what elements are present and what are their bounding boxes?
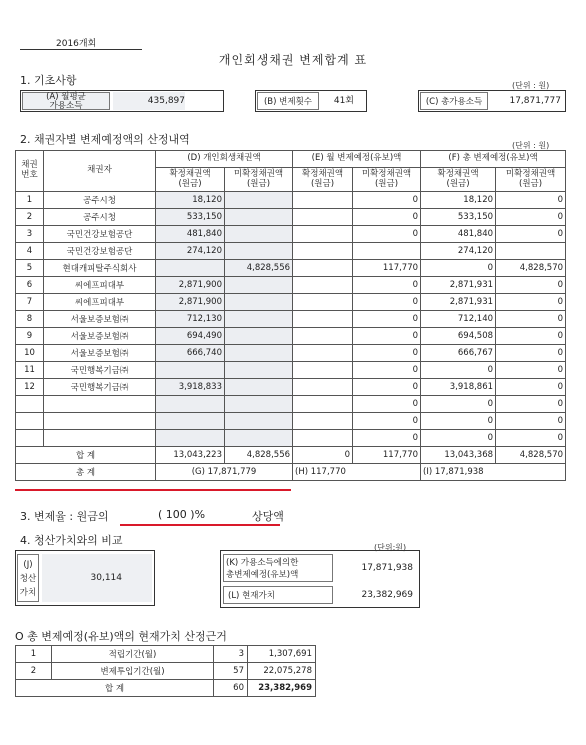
section1-title: 1. 기초사항 <box>20 74 77 87</box>
col-f2-header: 미확정채권액 (원금) <box>496 168 566 192</box>
cell-f1: 712,140 <box>421 311 496 328</box>
cell-d1 <box>156 413 225 430</box>
cell-e2: 0 <box>353 396 421 413</box>
cell-f2: 0 <box>496 345 566 362</box>
j-label-1: (J) <box>23 560 33 570</box>
cell-d2 <box>225 345 293 362</box>
section5-title: O 총 변제예정(유보)액의 현재가치 산정근거 <box>15 630 227 643</box>
cell-f1: 0 <box>421 396 496 413</box>
cell-e1 <box>293 362 353 379</box>
cell-d1: 694,490 <box>156 328 225 345</box>
cell-e1 <box>293 345 353 362</box>
calc-row <box>16 646 316 663</box>
col-e1-header: 확정채권액 (원금) <box>293 168 353 192</box>
cell-name: 공주시청 <box>44 192 156 209</box>
cell-f2 <box>496 243 566 260</box>
j-value: 30,114 <box>42 554 152 602</box>
cell-e1 <box>293 260 353 277</box>
section1-unit: (단위 : 원) <box>512 81 550 90</box>
col-d-header: (D) 개인회생채권액 <box>156 151 293 168</box>
cell-e1 <box>293 226 353 243</box>
cell-no: 5 <box>16 260 44 277</box>
cell-no <box>16 396 44 413</box>
cell-f1: 0 <box>421 413 496 430</box>
cell-e1 <box>293 311 353 328</box>
cell-e2: 0 <box>353 277 421 294</box>
cell-e1 <box>293 430 353 447</box>
cell-e2: 0 <box>353 192 421 209</box>
section4-title: 4. 청산가치와의 비교 <box>20 534 123 547</box>
l-label: (L) 현재가치 <box>223 586 333 604</box>
table-row <box>16 260 566 277</box>
cell-f2: 0 <box>496 396 566 413</box>
cell-no: 3 <box>16 226 44 243</box>
cell-no: 6 <box>16 277 44 294</box>
table-row <box>16 294 566 311</box>
cell-no <box>16 430 44 447</box>
c-label: (C) 총가용소득 <box>420 92 488 110</box>
cell-d1: 533,150 <box>156 209 225 226</box>
l-value: 23,382,969 <box>361 590 413 600</box>
cell-f1: 0 <box>421 260 496 277</box>
cell-name: 씨에프피대부 <box>44 277 156 294</box>
col-e-header: (E) 월 변제예정(유보)액 <box>293 151 421 168</box>
cell-d2 <box>225 362 293 379</box>
total-i: (I) 17,871,938 <box>421 464 566 481</box>
cell-f1: 0 <box>421 430 496 447</box>
c-value: 17,871,777 <box>509 96 561 106</box>
a-label-2: 가용소득 <box>49 101 83 111</box>
cell-f2: 4,828,570 <box>496 260 566 277</box>
cell-d2 <box>225 430 293 447</box>
a-label-1: (A) 월평균 <box>46 92 86 102</box>
sum-f1: 13,043,368 <box>421 447 496 464</box>
cell-f2: 0 <box>496 192 566 209</box>
table-row <box>16 277 566 294</box>
section4-unit: (단위:원) <box>374 543 407 552</box>
cell-name: 서울보증보험㈜ <box>44 345 156 362</box>
cell-f1: 666,767 <box>421 345 496 362</box>
cell-f2: 0 <box>496 209 566 226</box>
cell-name <box>44 430 156 447</box>
cell-f1: 18,120 <box>421 192 496 209</box>
k-label-2: 총변제예정(유보)액 <box>226 570 299 580</box>
cell-e2: 0 <box>353 413 421 430</box>
table-row <box>16 379 566 396</box>
calc-sum-row <box>16 680 316 697</box>
cell-f1: 2,871,931 <box>421 294 496 311</box>
cell-d1: 18,120 <box>156 192 225 209</box>
cell-d2 <box>225 243 293 260</box>
cell-name: 공주시청 <box>44 209 156 226</box>
j-label-2: 청산 <box>19 574 37 584</box>
cell-d1: 666,740 <box>156 345 225 362</box>
col-e2-header: 미확정채권액 (원금) <box>353 168 421 192</box>
col-f-header: (F) 총 변제예정(유보)액 <box>421 151 566 168</box>
cell-d1: 2,871,900 <box>156 294 225 311</box>
cell-d2 <box>225 328 293 345</box>
cell-e2 <box>353 243 421 260</box>
calc-cell-value: 1,307,691 <box>248 646 316 663</box>
cell-e1 <box>293 328 353 345</box>
cell-f1: 2,871,931 <box>421 277 496 294</box>
b-value: 41회 <box>333 96 354 106</box>
a-value: 435,897 <box>113 92 185 110</box>
cell-e1 <box>293 413 353 430</box>
c-income-box <box>418 90 566 112</box>
cell-d1 <box>156 396 225 413</box>
rate-underline <box>120 524 280 526</box>
sum-e2: 117,770 <box>353 447 421 464</box>
table-row <box>16 396 566 413</box>
calc-cell-no: 2 <box>16 663 52 680</box>
cell-d1: 481,840 <box>156 226 225 243</box>
calc-cell-no: 1 <box>16 646 52 663</box>
table-row <box>16 226 566 243</box>
calc-sum-value: 23,382,969 <box>248 680 316 697</box>
cell-e1 <box>293 294 353 311</box>
col-d1-header: 확정채권액 (원금) <box>156 168 225 192</box>
cell-e2: 117,770 <box>353 260 421 277</box>
cell-no: 9 <box>16 328 44 345</box>
cell-d2 <box>225 396 293 413</box>
cell-d2 <box>225 209 293 226</box>
total-row <box>16 464 566 481</box>
creditor-rows <box>16 192 566 447</box>
cell-e2: 0 <box>353 345 421 362</box>
table-row <box>16 192 566 209</box>
table-row <box>16 243 566 260</box>
cell-f2: 0 <box>496 226 566 243</box>
sum-d2: 4,828,556 <box>225 447 293 464</box>
cell-d1 <box>156 430 225 447</box>
cell-e2: 0 <box>353 311 421 328</box>
cell-f1: 0 <box>421 362 496 379</box>
cell-no: 4 <box>16 243 44 260</box>
sum-row <box>16 447 566 464</box>
document-title: 개인회생채권 변제합계 표 <box>218 53 368 67</box>
cell-d2 <box>225 277 293 294</box>
calc-cell-label: 적립기간(월) <box>52 646 214 663</box>
table-row <box>16 345 566 362</box>
cell-d2 <box>225 192 293 209</box>
sum-e1: 0 <box>293 447 353 464</box>
cell-name: 씨에프피대부 <box>44 294 156 311</box>
cell-f2: 0 <box>496 413 566 430</box>
col-creditor-header: 채권자 <box>44 151 156 192</box>
cell-d1: 2,871,900 <box>156 277 225 294</box>
document-year: 2016개회 <box>20 36 142 50</box>
calc-sum-count: 60 <box>214 680 248 697</box>
section2-unit: (단위 : 원) <box>512 141 550 150</box>
cell-name: 국민행복기금㈜ <box>44 362 156 379</box>
cell-e2: 0 <box>353 430 421 447</box>
cell-d2 <box>225 311 293 328</box>
cell-name <box>44 413 156 430</box>
col-d2-header: 미확정채권액 (원금) <box>225 168 293 192</box>
calc-cell-count: 57 <box>214 663 248 680</box>
cell-e1 <box>293 209 353 226</box>
cell-f2: 0 <box>496 294 566 311</box>
cell-f1: 481,840 <box>421 226 496 243</box>
k-value: 17,871,938 <box>361 563 413 573</box>
cell-d2 <box>225 413 293 430</box>
cell-name: 현대캐피탈주식회사 <box>44 260 156 277</box>
section3-title: 3. 변제율 : 원금의 <box>20 510 109 523</box>
cell-name: 서울보증보험㈜ <box>44 311 156 328</box>
cell-no: 2 <box>16 209 44 226</box>
j-label-3: 가치 <box>19 588 37 598</box>
cell-no <box>16 413 44 430</box>
cell-f1: 533,150 <box>421 209 496 226</box>
col-f1-header: 확정채권액 (원금) <box>421 168 496 192</box>
cell-no: 7 <box>16 294 44 311</box>
cell-f2: 0 <box>496 362 566 379</box>
cell-e1 <box>293 243 353 260</box>
cell-d2: 4,828,556 <box>225 260 293 277</box>
cell-d1: 3,918,833 <box>156 379 225 396</box>
cell-f2: 0 <box>496 379 566 396</box>
sum-f2: 4,828,570 <box>496 447 566 464</box>
total-underline <box>15 489 291 491</box>
j-liquidation-box <box>15 550 155 606</box>
cell-no: 1 <box>16 192 44 209</box>
sum-d1: 13,043,223 <box>156 447 225 464</box>
total-g: (G) 17,871,779 <box>156 464 293 481</box>
cell-e2: 0 <box>353 328 421 345</box>
table-row <box>16 328 566 345</box>
section2-title: 2. 채권자별 변제예정액의 산정내역 <box>20 133 190 146</box>
cell-f2: 0 <box>496 328 566 345</box>
cell-e1 <box>293 192 353 209</box>
total-label: 총 계 <box>16 464 156 481</box>
creditor-table <box>15 150 566 481</box>
cell-d1: 712,130 <box>156 311 225 328</box>
cell-f2: 0 <box>496 311 566 328</box>
cell-e2: 0 <box>353 362 421 379</box>
calc-sum-label: 합 계 <box>16 680 214 697</box>
rate-percent: ( 100 )% <box>158 508 206 521</box>
present-value-table <box>15 645 316 697</box>
cell-d2 <box>225 294 293 311</box>
calc-cell-count: 3 <box>214 646 248 663</box>
cell-e1 <box>293 396 353 413</box>
cell-name: 국민행복기금㈜ <box>44 379 156 396</box>
table-row <box>16 362 566 379</box>
b-count-box <box>255 90 367 112</box>
cell-no: 10 <box>16 345 44 362</box>
cell-d2 <box>225 226 293 243</box>
cell-name: 국민건강보험공단 <box>44 243 156 260</box>
table-row <box>16 430 566 447</box>
cell-name <box>44 396 156 413</box>
table-row <box>16 209 566 226</box>
cell-d1 <box>156 362 225 379</box>
total-h: (H) 117,770 <box>293 464 421 481</box>
cell-e2: 0 <box>353 379 421 396</box>
calc-row <box>16 663 316 680</box>
cell-no: 8 <box>16 311 44 328</box>
cell-no: 12 <box>16 379 44 396</box>
rate-suffix: 상당액 <box>252 510 284 523</box>
table-row <box>16 413 566 430</box>
cell-f1: 274,120 <box>421 243 496 260</box>
calc-cell-label: 변제투입기간(월) <box>52 663 214 680</box>
cell-e2: 0 <box>353 209 421 226</box>
cell-f2: 0 <box>496 277 566 294</box>
a-income-box <box>20 90 224 112</box>
cell-f2: 0 <box>496 430 566 447</box>
col-no-header: 채권 번호 <box>16 151 44 192</box>
cell-name: 국민건강보험공단 <box>44 226 156 243</box>
cell-e1 <box>293 379 353 396</box>
cell-e2: 0 <box>353 294 421 311</box>
cell-e1 <box>293 277 353 294</box>
cell-d1 <box>156 260 225 277</box>
cell-no: 11 <box>16 362 44 379</box>
sum-label: 합 계 <box>16 447 156 464</box>
cell-d2 <box>225 379 293 396</box>
b-label: (B) 변제횟수 <box>257 92 319 110</box>
cell-f1: 694,508 <box>421 328 496 345</box>
cell-name: 서울보증보험㈜ <box>44 328 156 345</box>
calc-cell-value: 22,075,278 <box>248 663 316 680</box>
table-row <box>16 311 566 328</box>
cell-e2: 0 <box>353 226 421 243</box>
k-label-1: (K) 가용소득에의한 <box>226 558 299 568</box>
kl-box <box>220 550 420 608</box>
cell-f1: 3,918,861 <box>421 379 496 396</box>
cell-d1: 274,120 <box>156 243 225 260</box>
